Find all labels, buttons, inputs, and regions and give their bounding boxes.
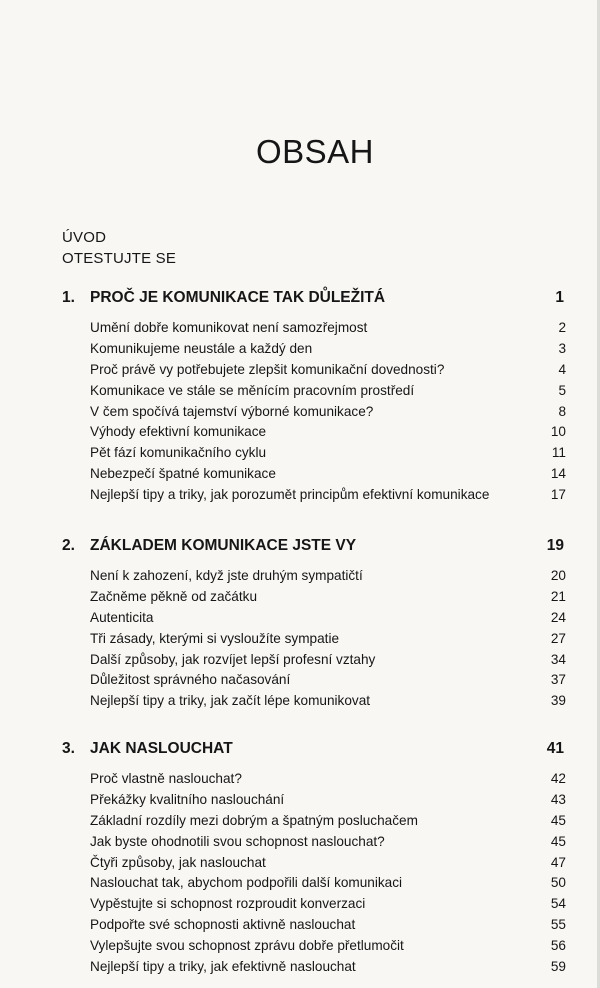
entry-title: Umění dobře komunikovat není samozřejmost (90, 320, 368, 335)
chapter-title: JAK NASLOUCHAT (90, 740, 233, 757)
entry-title: Nejlepší tipy a triky, jak porozumět principům efektivní komunikace (90, 487, 490, 503)
entry-title: Začněme pěkně od začátku (90, 588, 258, 604)
entry-page-number: 54 (550, 896, 566, 912)
toc-entry (90, 855, 572, 876)
entry-title: Naslouchat tak, abychom podpořili další komunikaci (90, 875, 403, 891)
entry-title: Proč vlastně naslouchat? (90, 771, 242, 786)
entry-title: Čtyři způsoby, jak naslouchat (90, 854, 266, 870)
entry-title: Výhody efektivní komunikace (90, 424, 267, 440)
chapter-number: 2. (62, 537, 75, 554)
toc-entry (90, 466, 572, 487)
entry-page-number: 56 (550, 938, 566, 954)
chapter-number: 3. (62, 740, 75, 757)
toc-entry (90, 672, 572, 693)
toc-entry (90, 487, 572, 508)
entry-title: Základní rozdíly mezi dobrým a špatným posluchačem (90, 812, 418, 828)
entry-page-number: 27 (550, 630, 566, 646)
entry-page-number: 8 (558, 403, 566, 419)
entry-page-number: 11 (551, 445, 566, 461)
entry-page-number: 24 (550, 609, 566, 625)
entry-page-number: 55 (550, 917, 566, 933)
entry-title: Vypěstujte si schopnost rozproudit konverzaci (90, 896, 366, 912)
entry-page-number: 50 (550, 875, 566, 891)
toc-entry (90, 568, 572, 589)
toc-entry (90, 362, 572, 383)
intro-item-uvod: ÚVOD (62, 229, 107, 246)
entry-title: Pět fází komunikačního cyklu (90, 445, 267, 461)
entry-page-number: 42 (550, 771, 566, 786)
entry-title: Vylepšujte svou schopnost zprávu dobře přetlumočit (90, 938, 404, 954)
toc-entry (90, 917, 572, 938)
chapter-number: 1. (62, 289, 75, 306)
entry-page-number: 21 (550, 588, 566, 604)
toc-entry (90, 424, 572, 445)
entry-title: Nejlepší tipy a triky, jak efektivně naslouchat (90, 959, 356, 975)
entry-page-number: 47 (550, 854, 566, 870)
toc-entry (90, 771, 572, 792)
chapter-title: PROČ JE KOMUNIKACE TAK DŮLEŽITÁ (90, 289, 386, 306)
entry-page-number: 2 (558, 320, 566, 335)
toc-entry (90, 896, 572, 917)
entry-page-number: 14 (550, 466, 566, 482)
toc-entry (90, 834, 572, 855)
toc-entry (90, 610, 572, 631)
chapter-entries (90, 771, 572, 980)
entry-title: Není k zahození, když jste druhým sympatičtí (90, 568, 363, 583)
entry-page-number: 37 (550, 672, 566, 688)
entry-page-number: 45 (550, 833, 566, 849)
toc-entry (90, 404, 572, 425)
toc-entry (90, 320, 572, 341)
chapter-heading (62, 537, 572, 559)
toc-entry (90, 693, 572, 714)
entry-title: Další způsoby, jak rozvíjet lepší profesní vztahy (90, 651, 376, 667)
entry-title: Podpořte své schopnosti aktivně naslouchat (90, 917, 356, 933)
chapter-heading (62, 740, 572, 762)
chapter-title: ZÁKLADEM KOMUNIKACE JSTE VY (90, 537, 357, 554)
toc-entry (90, 631, 572, 652)
entry-title: Komunikujeme neustále a každý den (90, 340, 313, 356)
entry-page-number: 3 (558, 340, 566, 356)
entry-page-number: 39 (550, 693, 566, 709)
entry-page-number: 43 (550, 791, 566, 807)
entry-title: Důležitost správného načasování (90, 672, 291, 688)
chapter-2 (62, 537, 572, 709)
entry-title: Tři zásady, kterými si vysloužíte sympatie (90, 630, 340, 646)
entry-page-number: 34 (550, 651, 566, 667)
entry-title: Nebezpečí špatné komunikace (90, 466, 276, 482)
chapter-entries (90, 568, 572, 714)
toc-entry (90, 341, 572, 362)
toc-entry (90, 959, 572, 980)
entry-page-number: 20 (550, 568, 566, 583)
entry-title: V čem spočívá tajemství výborné komunikace? (90, 403, 374, 419)
chapter-heading (62, 289, 572, 311)
entry-page-number: 5 (558, 382, 566, 398)
page-title: OBSAH (255, 133, 375, 170)
entry-title: Komunikace ve stále se měnícím pracovním prostředí (90, 382, 415, 398)
entry-page-number: 4 (558, 361, 566, 377)
chapter-1 (62, 289, 572, 503)
chapter-page-number: 1 (555, 289, 564, 306)
chapter-page-number: 19 (546, 537, 564, 554)
entry-title: Překážky kvalitního naslouchání (90, 791, 285, 807)
entry-title: Nejlepší tipy a triky, jak začít lépe komunikovat (90, 693, 371, 709)
entry-title: Jak byste ohodnotili svou schopnost naslouchat? (90, 833, 385, 849)
toc-entry (90, 652, 572, 673)
intro-item-otestujte: OTESTUJTE SE (62, 250, 177, 267)
entry-title: Autenticita (90, 609, 154, 625)
chapter-entries (90, 320, 572, 508)
entry-page-number: 59 (550, 959, 566, 975)
entry-title: Proč právě vy potřebujete zlepšit komunikační dovednosti? (90, 361, 445, 377)
toc-entry (90, 445, 572, 466)
entry-page-number: 45 (550, 812, 566, 828)
chapter-3 (62, 740, 572, 975)
toc-entry (90, 589, 572, 610)
toc-entry (90, 938, 572, 959)
entry-page-number: 10 (550, 424, 566, 440)
toc-entry (90, 383, 572, 404)
toc-entry (90, 792, 572, 813)
toc-entry (90, 875, 572, 896)
toc-entry (90, 813, 572, 834)
entry-page-number: 17 (550, 487, 566, 503)
chapter-page-number: 41 (546, 740, 564, 757)
